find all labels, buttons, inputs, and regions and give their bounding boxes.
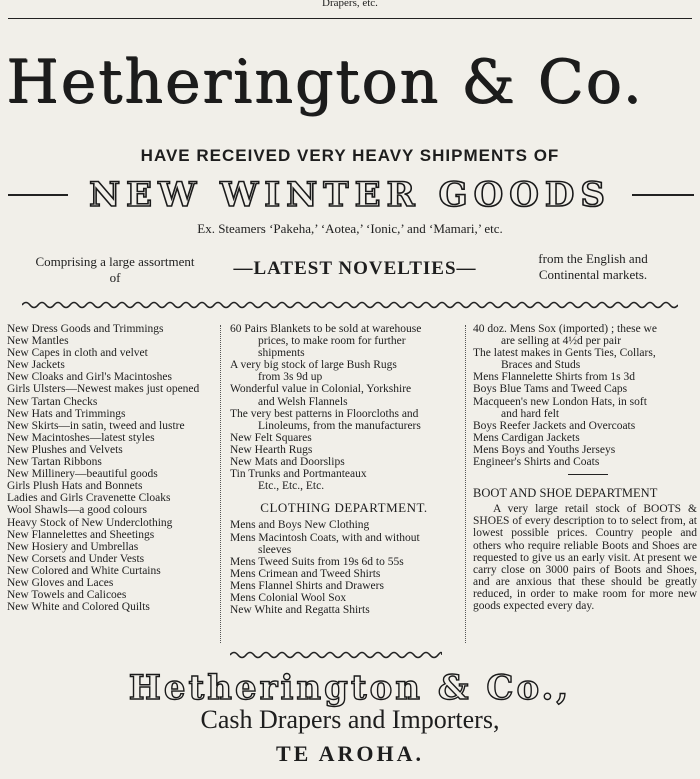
list-item xyxy=(473,323,697,347)
list-item xyxy=(230,592,458,604)
list-item: New Colored and White Curtains xyxy=(7,564,161,577)
column-middle xyxy=(230,323,458,616)
list-item-continuation: from 3s 9d up xyxy=(258,371,323,384)
list-item xyxy=(230,568,458,580)
list-item xyxy=(230,456,458,468)
list-item xyxy=(230,444,458,456)
list-item-continuation: Etc., Etc., Etc. xyxy=(258,480,325,493)
list-item: New Gloves and Laces xyxy=(7,576,114,589)
list-item-continuation: are selling at 4½d per pair xyxy=(501,335,622,348)
boot-shoe-department-heading: BOOT AND SHOE DEPARTMENT xyxy=(473,486,658,501)
list-item: New Mantles xyxy=(7,335,69,348)
cash-drapers-line: Cash Drapers and Importers, xyxy=(200,705,500,734)
list-item xyxy=(230,580,458,592)
list-item-text: New Hearth Rugs xyxy=(230,443,313,456)
running-header: Drapers, etc. xyxy=(322,0,378,9)
footer-firm-name: Hetherington & Co., xyxy=(128,668,572,708)
list-item xyxy=(230,468,458,492)
wavy-rule-bottom xyxy=(230,650,442,660)
list-item xyxy=(230,323,458,359)
list-item: Ladies and Girls Cravenette Cloaks xyxy=(7,492,171,505)
list-item-continuation: and Welsh Flannels xyxy=(258,395,348,408)
boot-shoe-paragraph: A very large retail stock of BOOTS & SHOES of every description to to select from, at lowest possible prices. Country people and others who require reliable Boots and Shoes are requested to give us an early visit. At present we carry close on 3000 pairs of Boots and Shoes, and are anxious that these should be greatly reduced, in order to make room for more new goods expected every day. xyxy=(473,503,697,612)
list-item-text: A very big stock of large Bush Rugs xyxy=(230,359,397,372)
list-item xyxy=(473,371,697,383)
list-item xyxy=(230,408,458,432)
list-item xyxy=(230,432,458,444)
list-item: New Hats and Trimmings xyxy=(7,407,126,420)
firm-title: Hetherington & Co. xyxy=(6,47,644,117)
list-item-continuation: Braces and Studs xyxy=(501,359,581,372)
list-item-text: New Mats and Doorslips xyxy=(230,456,345,469)
list-item xyxy=(473,347,697,371)
list-item-text: The very best patterns in Floorcloths and xyxy=(230,407,419,420)
list-item: Heavy Stock of New Underclothing xyxy=(7,516,173,529)
list-item-continuation: and hard felt xyxy=(501,407,560,420)
list-item-text: Mens Tweed Suits from 19s 6d to 55s xyxy=(230,555,404,568)
list-item: New Capes in cloth and velvet xyxy=(7,347,148,360)
list-item: New Millinery—beautiful goods xyxy=(7,468,158,481)
list-item-text: New Felt Squares xyxy=(230,431,312,444)
list-item-text: Tin Trunks and Portmanteaux xyxy=(230,468,367,481)
list-item-text: Mens Macintosh Coats, with and without xyxy=(230,531,420,544)
list-item-text: 60 Pairs Blankets to be sold at warehouse xyxy=(230,323,422,335)
list-item-text: Macqueen's new London Hats, in soft xyxy=(473,395,647,408)
list-item-text: Mens Colonial Wool Sox xyxy=(230,591,347,604)
list-item xyxy=(473,444,697,456)
banner-dash-right xyxy=(632,194,694,196)
list-item: New White and Colored Quilts xyxy=(7,601,150,614)
list-item: New Dress Goods and Trimmings xyxy=(7,323,164,335)
column-left-list xyxy=(7,323,215,613)
latest-novelties-heading: —LATEST NOVELTIES— xyxy=(233,258,477,279)
list-item xyxy=(473,432,697,444)
list-item xyxy=(230,604,458,616)
list-item: Wool Shawls—a good colours xyxy=(7,504,147,517)
list-item: Girls Plush Hats and Bonnets xyxy=(7,480,143,493)
list-item-text: Mens Boys and Youths Jerseys xyxy=(473,443,616,456)
list-item: New Hosiery and Umbrellas xyxy=(7,540,139,553)
list-item-text: Mens Cardigan Jackets xyxy=(473,431,580,444)
list-item: New Towels and Calicoes xyxy=(7,589,127,602)
list-item-text: Mens Flannel Shirts and Drawers xyxy=(230,579,384,592)
new-winter-goods-banner xyxy=(0,175,700,215)
top-rule xyxy=(8,18,692,19)
list-item xyxy=(473,420,697,432)
list-item: New Corsets and Under Vests xyxy=(7,552,145,565)
list-item xyxy=(473,383,697,395)
list-item: New Macintoshes—latest styles xyxy=(7,431,155,444)
list-item-text: Mens Flannelette Shirts from 1s 3d xyxy=(473,371,635,384)
town-name: TE AROHA. xyxy=(275,741,425,766)
list-item-text: Mens Crimean and Tweed Shirts xyxy=(230,567,381,580)
list-item: New Skirts—in satin, tweed and lustre xyxy=(7,419,185,432)
list-item: New Tartan Checks xyxy=(7,395,98,408)
list-item xyxy=(230,383,458,407)
column-right xyxy=(473,323,697,612)
clothing-department-heading: CLOTHING DEPARTMENT. xyxy=(260,500,428,516)
list-item-continuation: shipments xyxy=(258,347,305,360)
steamers-line: Ex. Steamers ‘Pakeha,’ ‘Aotea,’ ‘Ionic,’ and ‘Mamari,’ etc. xyxy=(197,221,503,236)
list-item-text: Boys Blue Tams and Tweed Caps xyxy=(473,383,628,396)
column-divider xyxy=(465,325,466,643)
list-item: New Plushes and Velvets xyxy=(7,443,123,456)
list-item-text: Mens and Boys New Clothing xyxy=(230,519,370,532)
list-item-continuation: sleeves xyxy=(258,543,292,556)
list-item: New Flannelettes and Sheetings xyxy=(7,528,155,541)
list-item-text: 40 doz. Mens Sox (imported) ; these we xyxy=(473,323,657,335)
list-item-text: Wonderful value in Colonial, Yorkshire xyxy=(230,383,412,396)
wavy-rule-top xyxy=(22,300,678,310)
list-item-text: The latest makes in Gents Ties, Collars, xyxy=(473,347,656,360)
list-item-text: Boys Reefer Jackets and Overcoats xyxy=(473,419,636,432)
list-item xyxy=(230,556,458,568)
banner-dash-left xyxy=(8,194,68,196)
list-item-text: New White and Regatta Shirts xyxy=(230,604,370,617)
list-item xyxy=(230,532,458,556)
list-item: Girls Ulsters—Newest makes just opened xyxy=(7,383,200,396)
list-item-text: Engineer's Shirts and Coats xyxy=(473,456,600,469)
clothing-list xyxy=(230,519,458,616)
mens-goods-list xyxy=(473,323,697,468)
new-winter-goods-text: NEW WINTER GOODS xyxy=(89,175,611,215)
list-item xyxy=(473,396,697,420)
household-goods-list xyxy=(230,323,458,492)
markets-text: from the English and Continental markets. xyxy=(538,251,648,282)
short-rule xyxy=(568,474,608,475)
list-item-continuation: Linoleums, from the manufacturers xyxy=(258,419,421,432)
comprising-text: Comprising a large assortment of xyxy=(35,254,195,285)
list-item: New Tartan Ribbons xyxy=(7,456,102,469)
list-item xyxy=(230,519,458,531)
list-item xyxy=(230,359,458,383)
received-shipments-line: HAVE RECEIVED VERY HEAVY SHIPMENTS OF xyxy=(140,146,560,165)
list-item: New Jackets xyxy=(7,359,65,372)
list-item: New Cloaks and Girl's Macintoshes xyxy=(7,371,172,384)
list-item-continuation: prices, to make room for further xyxy=(258,335,406,348)
list-item xyxy=(473,456,697,468)
column-divider xyxy=(220,325,221,643)
